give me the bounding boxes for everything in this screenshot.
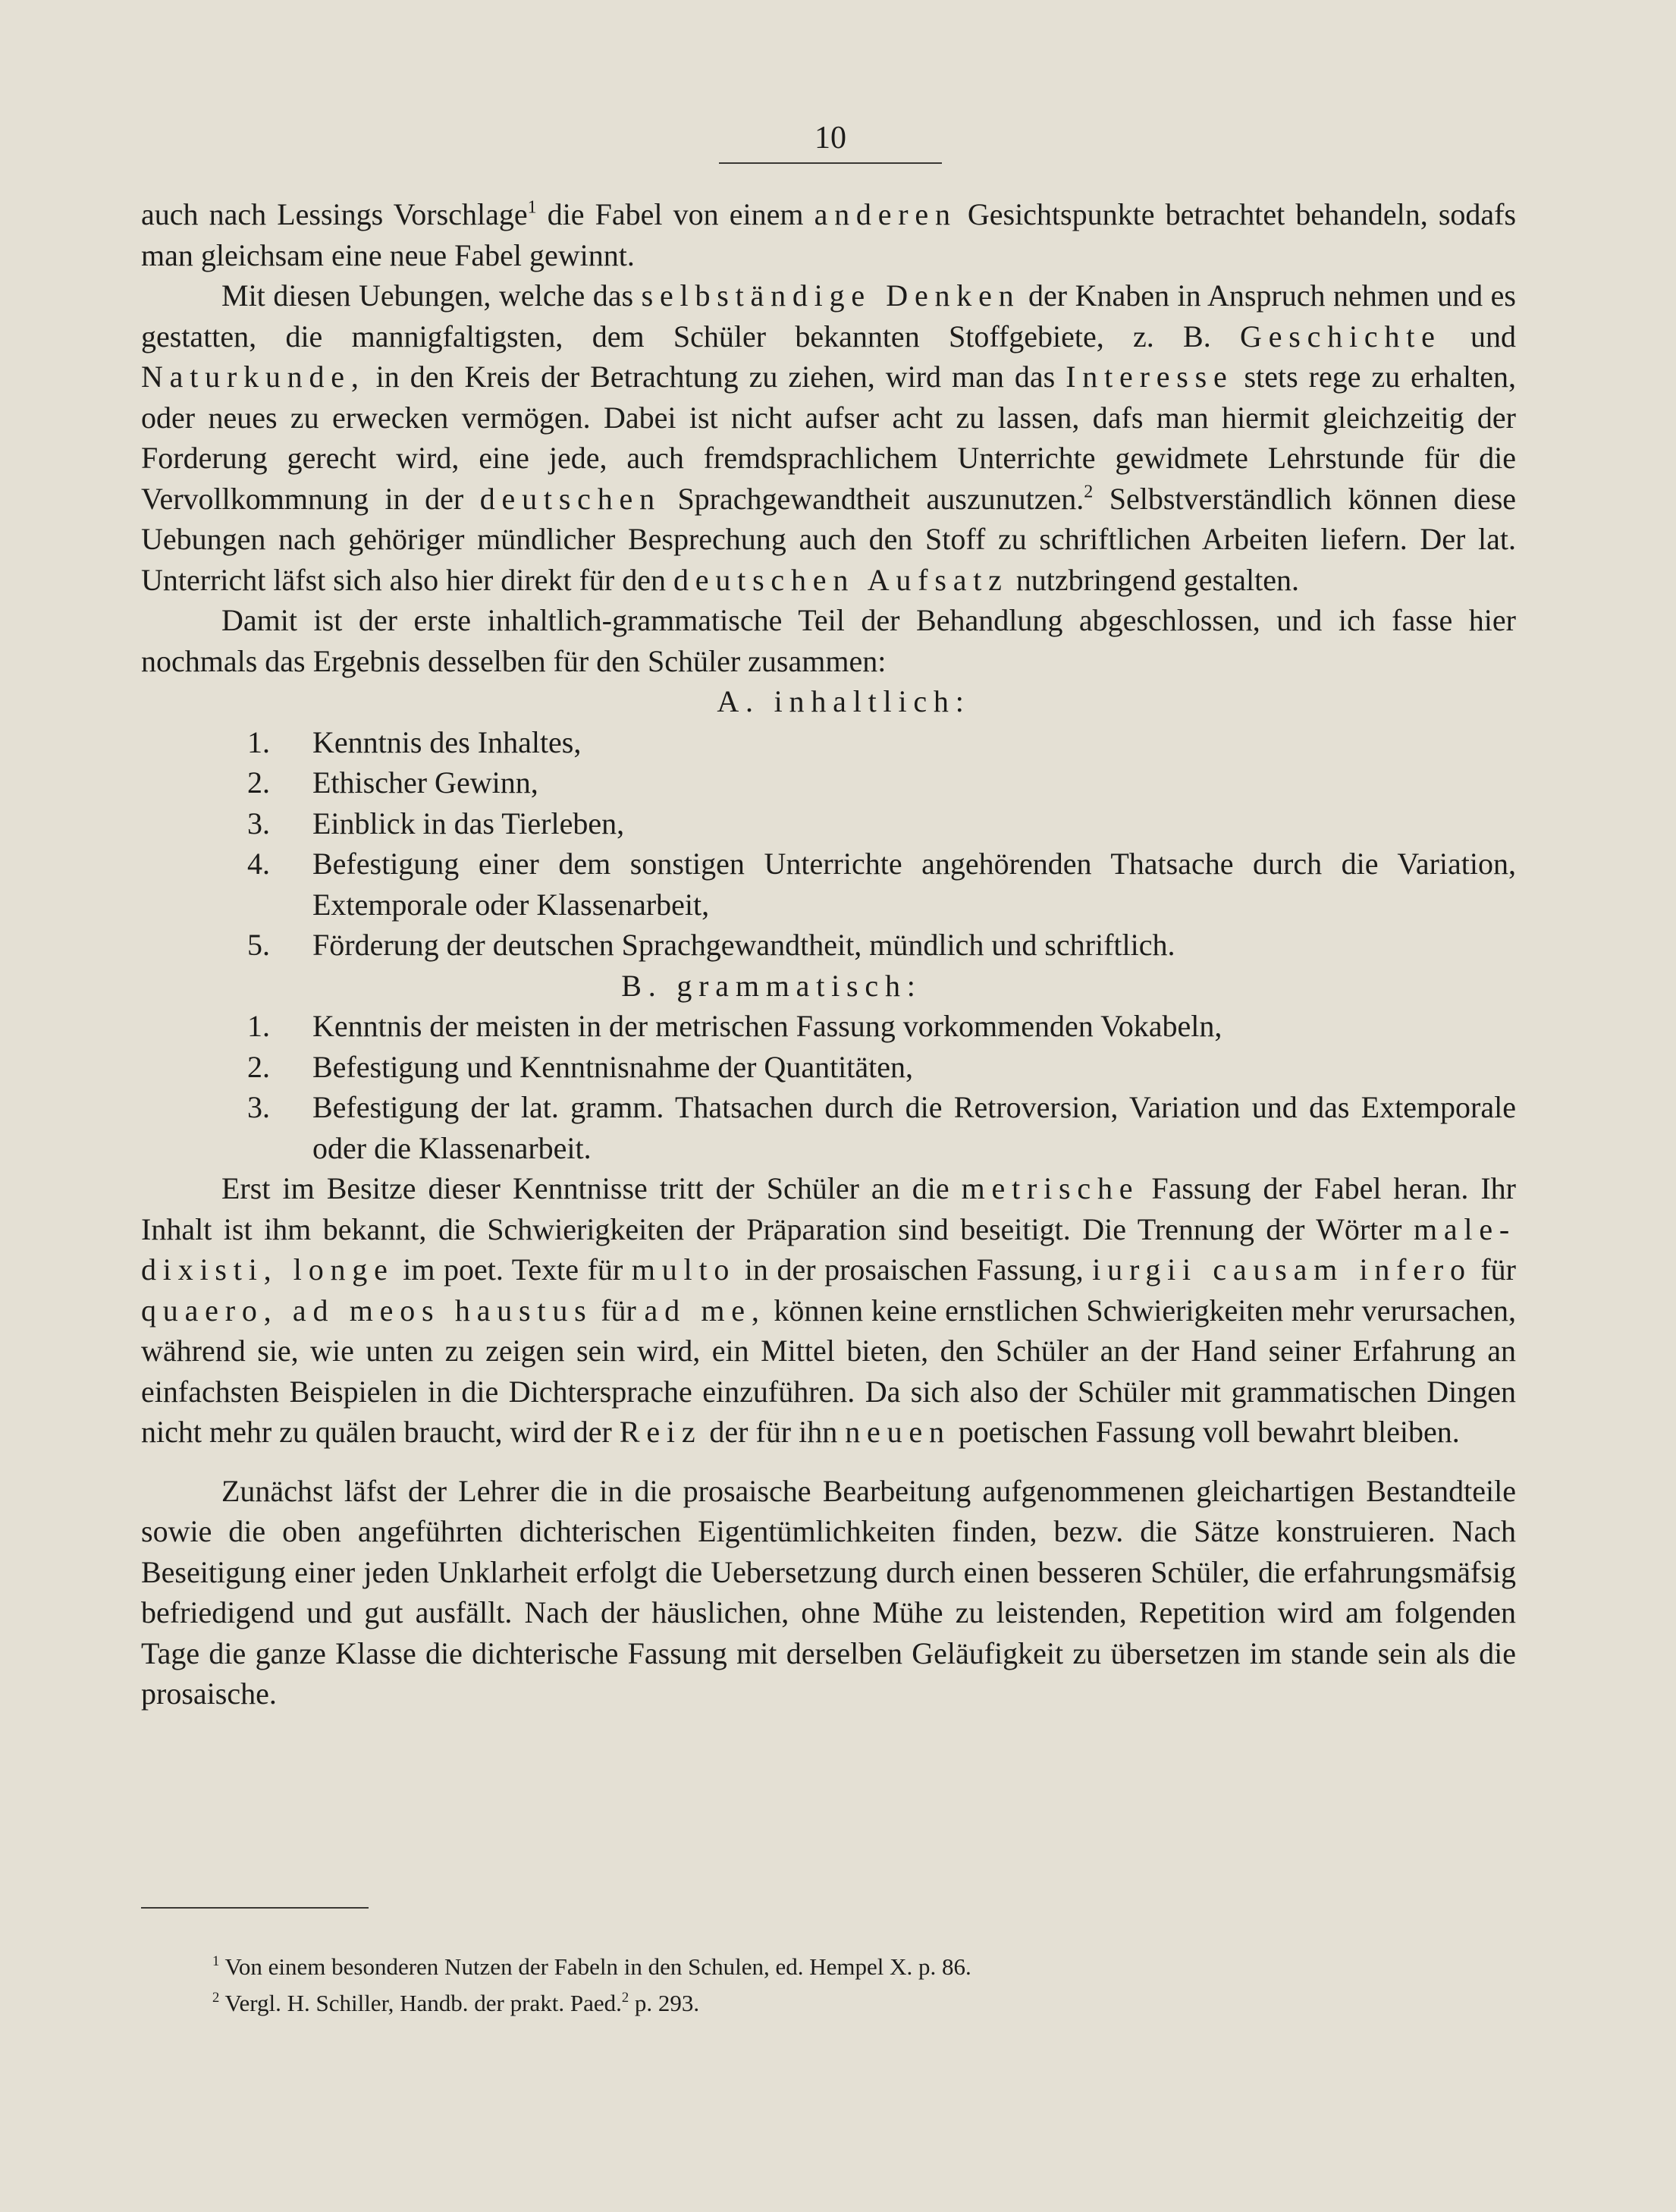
- list-item: 3. Befestigung der lat. gramm. Thatsachen durch die Retroversion, Variation und das Extemporale oder die Klassenarbeit.: [247, 1090, 1516, 1165]
- list-grammatisch: [141, 1006, 1516, 1168]
- footnote-ref-1: 1: [527, 197, 537, 218]
- footnote-ref-2: 2: [1084, 481, 1094, 501]
- paragraph-4: Erst im Besitze dieser Kenntnisse tritt der Schüler an die metrische Fassung der Fabel heran. Ihr Inhalt ist ihm bekannt, die Schwierigkeiten der Präparation sind beseitigt. Die Trennung der Wörter male-dixisti, longe im poet. Texte für multo in der prosaischen Fassung, iurgii causam infero für quaero, ad meos haustus für ad me, können keine ernstlichen Schwierigkeiten mehr verursachen, während sie, wie unten zu zeigen sein wird, ein Mittel bieten, den Schüler an der Hand seiner Erfahrung an einfachsten Beispielen in die Dichtersprache einzuführen. Da sich also der Schüler mit grammatischen Dingen nicht mehr zu quälen braucht, wird der Reiz der für ihn neuen poetischen Fassung voll bewahrt bleiben.: [141, 1171, 1517, 1449]
- paragraph-1: auch nach Lessings Vorschlage$^1$ die Fabel von einem anderen Gesichtspunkte betrachtet behandeln, sodafs man gleichsam eine neue Fabel gewinnt.: [141, 197, 1517, 272]
- heading-grammatisch: B. grammatisch:: [621, 968, 922, 1003]
- paragraph-5: Zunächst läfst der Lehrer die in die prosaische Bearbeitung aufgenommenen gleichartigen Bestandteile sowie die oben angeführten dichterischen Eigentümlichkeiten finden, bezw. die Sätze konstruieren. Nach Beseitigung einer jeden Unklarheit erfolgt die Uebersetzung durch einen besseren Schüler, die erfahrungsmäfsig befriedigend und gut ausfällt. Nach der häuslichen, ohne Mühe zu leistenden, Repetition wird am folgenden Tage die ganze Klasse die dichterische Fassung mit derselben Geläufigkeit zu übersetzen im stande sein als die prosaische.: [141, 1473, 1516, 1711]
- list-item: 2. Befestigung und Kenntnisnahme der Quantitäten,: [247, 1049, 914, 1084]
- list-item: 1. Kenntnis der meisten in der metrischen Fassung vorkommenden Vokabeln,: [247, 1009, 1222, 1043]
- paragraph-2: Mit diesen Uebungen, welche das selbständige Denken der Knaben in Anspruch nehmen und es gestatten, die mannigfaltigsten, dem Schüler bekannten Stoffgebiete, z. B. Geschichte und Naturkunde, in den Kreis der Betrachtung zu ziehen, wird man das Interesse stets rege zu erhalten, oder neues zu erwecken vermögen. Dabei ist nicht aufser acht zu lassen, dafs man hiermit gleichzeitig der Forderung gerecht wird, eine jede, auch fremdsprachlichem Unterrichte gewidmete Lehrstunde für die Vervollkommnung in der deutschen Sprachgewandtheit auszunutzen.$^2$ Selbstverständlich können diese Uebungen nach gehöriger mündlicher Besprechung auch den Stoff zu schriftlichen Arbeiten liefern. Der lat. Unterricht läfst sich also hier direkt für den deutschen Aufsatz nutzbringend gestalten.: [141, 278, 1517, 597]
- heading-inhaltlich: A. inhaltlich:: [717, 684, 971, 718]
- paragraph-3: Damit ist der erste inhaltlich-grammatische Teil der Behandlung abgeschlossen, und ich fasse hier nochmals das Ergebnis desselben für den Schüler zusammen:: [141, 603, 1516, 678]
- footnote-rule: [141, 1907, 369, 1909]
- list-item: 1. Kenntnis des Inhaltes,: [247, 724, 582, 759]
- list-item: 3. Einblick in das Tierleben,: [247, 806, 625, 840]
- body-text: [141, 194, 1516, 1714]
- list-inhaltlich: [141, 722, 1516, 966]
- page-number: 10: [814, 121, 846, 156]
- footnote-1: $^1$ Von einem besonderen Nutzen der Fabeln in den Schulen, ed. Hempel X. p. 86.: [212, 1953, 971, 1980]
- footnotes: [212, 1949, 971, 2022]
- list-item: 5. Förderung der deutschen Sprachgewandtheit, mündlich und schriftlich.: [247, 928, 1175, 962]
- header-rule: [719, 162, 942, 164]
- list-item: 4. Befestigung einer dem sonstigen Unterrichte angehörenden Thatsache durch die Variation, Extemporale oder Klassenarbeit,: [247, 847, 1516, 922]
- list-item: 2. Ethischer Gewinn,: [247, 765, 538, 800]
- footnote-2: $^2$ Vergl. H. Schiller, Handb. der prakt. Paed.$^2$ p. 293.: [212, 1989, 700, 2016]
